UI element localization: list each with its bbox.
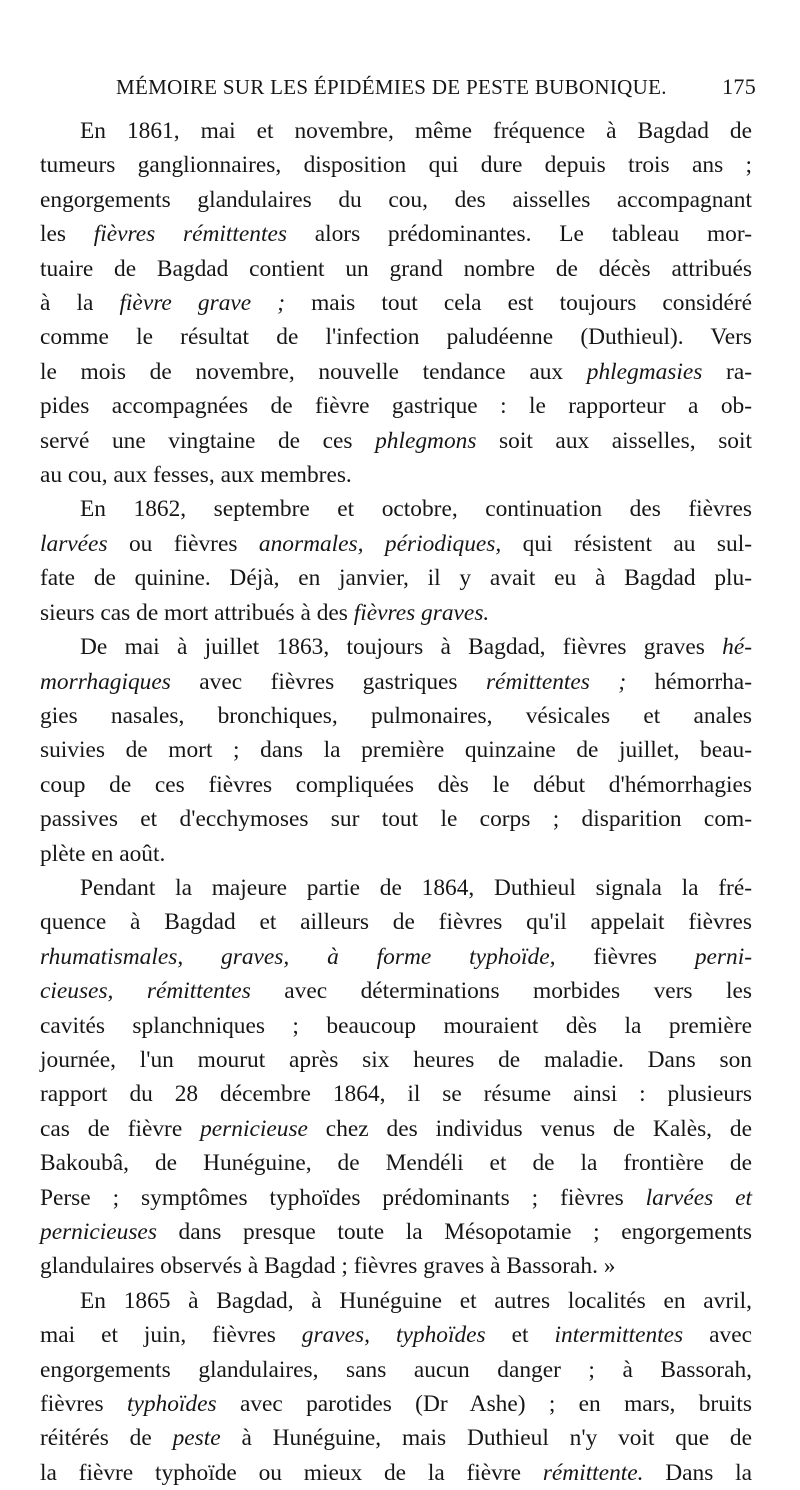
text-line	[40, 355, 752, 389]
text-line	[40, 424, 752, 458]
roman-text: cas de fièvre	[40, 1115, 201, 1142]
italic-text: intermittentes	[554, 1322, 684, 1349]
text-line	[40, 1043, 752, 1077]
roman-text: fate de quinine. Déjà, en janvier, il y avait eu à Bagdad plu-	[40, 565, 752, 592]
italic-text: phlegmasies	[586, 358, 703, 385]
roman-text: à la	[40, 290, 120, 317]
text-line	[40, 458, 752, 492]
italic-text: rémittentes ;	[485, 668, 627, 695]
roman-text: et	[485, 1322, 555, 1349]
text-line	[40, 561, 752, 595]
italic-text: rhumatismales, graves, à forme typhoïde,	[40, 943, 556, 970]
italic-text: pernicieuse	[200, 1115, 308, 1142]
roman-text: les	[40, 221, 94, 248]
italic-text: pernicieuses	[40, 1219, 157, 1245]
text-line	[40, 940, 752, 974]
text-line	[40, 389, 752, 423]
roman-text: plète en août.	[40, 840, 166, 867]
roman-text: la fièvre typhoïde ou mieux de la fièvre	[40, 1459, 543, 1486]
text-line	[40, 492, 752, 526]
text-line	[40, 733, 752, 767]
roman-text: avec	[683, 1322, 752, 1349]
text-line	[40, 286, 752, 320]
roman-text: tumeurs ganglionnaires, disposition qui dure depuis trois ans ;	[40, 152, 752, 179]
roman-text: servé une vingtaine de ces	[40, 427, 376, 454]
text-line	[40, 1146, 752, 1180]
roman-text: Pendant la majeure partie de 1864, Duthieul signala la fré-	[80, 874, 752, 901]
italic-text: typhoïdes	[126, 1391, 217, 1418]
roman-text: avec parotides (Dr Ashe) ; en mars, bruits	[216, 1391, 752, 1418]
text-line	[40, 630, 752, 664]
text-line	[40, 217, 752, 251]
text-line	[40, 1249, 752, 1283]
italic-text: graves, typhoïdes	[301, 1322, 486, 1349]
text-line	[40, 699, 752, 733]
roman-text: sieurs cas de mort attribués à des	[40, 599, 354, 626]
roman-text: chez des individus venus de Kalès, de	[307, 1115, 752, 1142]
body-text	[40, 114, 752, 1490]
roman-text: En 1861, mai et novembre, même fréquence à Bagdad de	[80, 118, 752, 144]
italic-text: perni-	[694, 943, 752, 970]
roman-text: glandulaires observés à Bagdad ; fièvres graves à Bassorah. »	[40, 1253, 616, 1280]
text-line	[40, 596, 752, 630]
text-line	[40, 527, 752, 561]
text-line	[40, 183, 752, 217]
text-line	[40, 905, 752, 939]
roman-text: avec déterminations morbides vers les	[250, 978, 752, 1005]
italic-text: rémittente.	[542, 1459, 644, 1486]
text-line	[40, 665, 752, 699]
text-line	[40, 320, 752, 354]
roman-text: Bakoubâ, de Hunéguine, de Mendéli et de la frontière de	[40, 1150, 752, 1177]
text-line	[40, 1077, 752, 1111]
italic-text: fièvre grave ;	[119, 290, 286, 317]
roman-text: gies nasales, bronchiques, pulmonaires, vésicales et anales	[40, 702, 752, 729]
text-line	[40, 768, 752, 802]
text-line	[40, 1421, 752, 1455]
text-line	[40, 1009, 752, 1043]
roman-text: Dans la	[643, 1459, 752, 1486]
italic-text: cieuses, rémittentes	[40, 978, 251, 1005]
text-line	[40, 1387, 752, 1421]
text-line	[40, 802, 752, 836]
roman-text: au cou, aux fesses, aux membres.	[40, 462, 352, 489]
roman-text: dans presque toute la Mésopotamie ; engorgements	[156, 1219, 752, 1245]
roman-text: ra-	[702, 358, 752, 385]
text-line	[40, 974, 752, 1008]
roman-text: Perse ; symptômes typhoïdes prédominants ; fièvres	[40, 1184, 646, 1211]
roman-text: journée, l'un mourut après six heures de maladie. Dans son	[40, 1046, 752, 1073]
roman-text: engorgements glandulaires du cou, des aisselles accompagnant	[40, 186, 752, 213]
roman-text: mai et juin, fièvres	[40, 1322, 302, 1349]
roman-text: cavités splanchniques ; beaucoup mouraient dès la première	[40, 1012, 752, 1039]
roman-text: engorgements glandulaires, sans aucun danger ; à Bassorah,	[40, 1356, 752, 1383]
roman-text: fièvres	[555, 943, 695, 970]
roman-text: quence à Bagdad et ailleurs de fièvres qu'il appelait fièvres	[40, 909, 752, 936]
italic-text: anormales, périodiques,	[258, 530, 502, 557]
roman-text: rapport du 28 décembre 1864, il se résume ainsi : plusieurs	[40, 1081, 752, 1108]
italic-text: larvées	[40, 530, 108, 557]
roman-text: fièvres	[40, 1391, 127, 1418]
page-number: 175	[722, 74, 756, 99]
roman-text: alors prédominantes. Le tableau mor-	[286, 221, 752, 248]
roman-text: pides accompagnées de fièvre gastrique : le rapporteur a ob-	[40, 393, 752, 420]
text-line	[40, 1284, 752, 1318]
running-title: MÉMOIRE SUR LES ÉPIDÉMIES DE PESTE BUBONIQUE.	[116, 75, 667, 99]
text-line	[40, 148, 752, 182]
italic-text: hé-	[722, 634, 752, 661]
italic-text: fièvres graves.	[353, 599, 490, 626]
text-line	[40, 1215, 752, 1249]
roman-text: le mois de novembre, nouvelle tendance aux	[40, 358, 587, 385]
roman-text: suivies de mort ; dans la première quinzaine de juillet, beau-	[40, 737, 752, 764]
roman-text: qui résistent au sul-	[501, 530, 752, 557]
italic-text: morrhagiques	[40, 668, 171, 695]
text-line	[40, 1112, 752, 1146]
roman-text: De mai à juillet 1863, toujours à Bagdad, fièvres graves	[80, 634, 723, 661]
roman-text: ou fièvres	[107, 530, 259, 557]
roman-text: à Hunéguine, mais Duthieul n'y voit que de	[220, 1425, 752, 1452]
roman-text: En 1865 à Bagdad, à Hunéguine et autres localités en avril,	[80, 1287, 752, 1314]
text-line	[40, 1181, 752, 1215]
text-line	[40, 837, 752, 871]
roman-text: coup de ces fièvres compliquées dès le début d'hémorrhagies	[40, 771, 752, 798]
text-line	[40, 1456, 752, 1490]
roman-text: mais tout cela est toujours considéré	[285, 290, 752, 317]
running-header	[116, 74, 756, 110]
roman-text: avec fièvres gastriques	[170, 668, 486, 695]
roman-text: passives et d'ecchymoses sur tout le corps ; disparition com-	[40, 806, 752, 833]
roman-text: hémorrha-	[626, 668, 752, 695]
text-line	[40, 252, 752, 286]
italic-text: phlegmons	[375, 427, 477, 454]
text-line	[40, 1318, 752, 1352]
text-line	[40, 871, 752, 905]
text-line	[40, 1353, 752, 1387]
italic-text: larvées et	[645, 1184, 752, 1211]
italic-text: peste	[172, 1425, 221, 1452]
roman-text: réitérés de	[40, 1425, 173, 1452]
text-line	[40, 114, 752, 148]
italic-text: fièvres rémittentes	[93, 221, 287, 248]
roman-text: comme le résultat de l'infection paludéenne (Duthieul). Vers	[40, 324, 752, 351]
roman-text: En 1862, septembre et octobre, continuation des fièvres	[80, 496, 752, 523]
roman-text: tuaire de Bagdad contient un grand nombre de décès attribués	[40, 255, 752, 282]
roman-text: soit aux aisselles, soit	[476, 427, 752, 454]
